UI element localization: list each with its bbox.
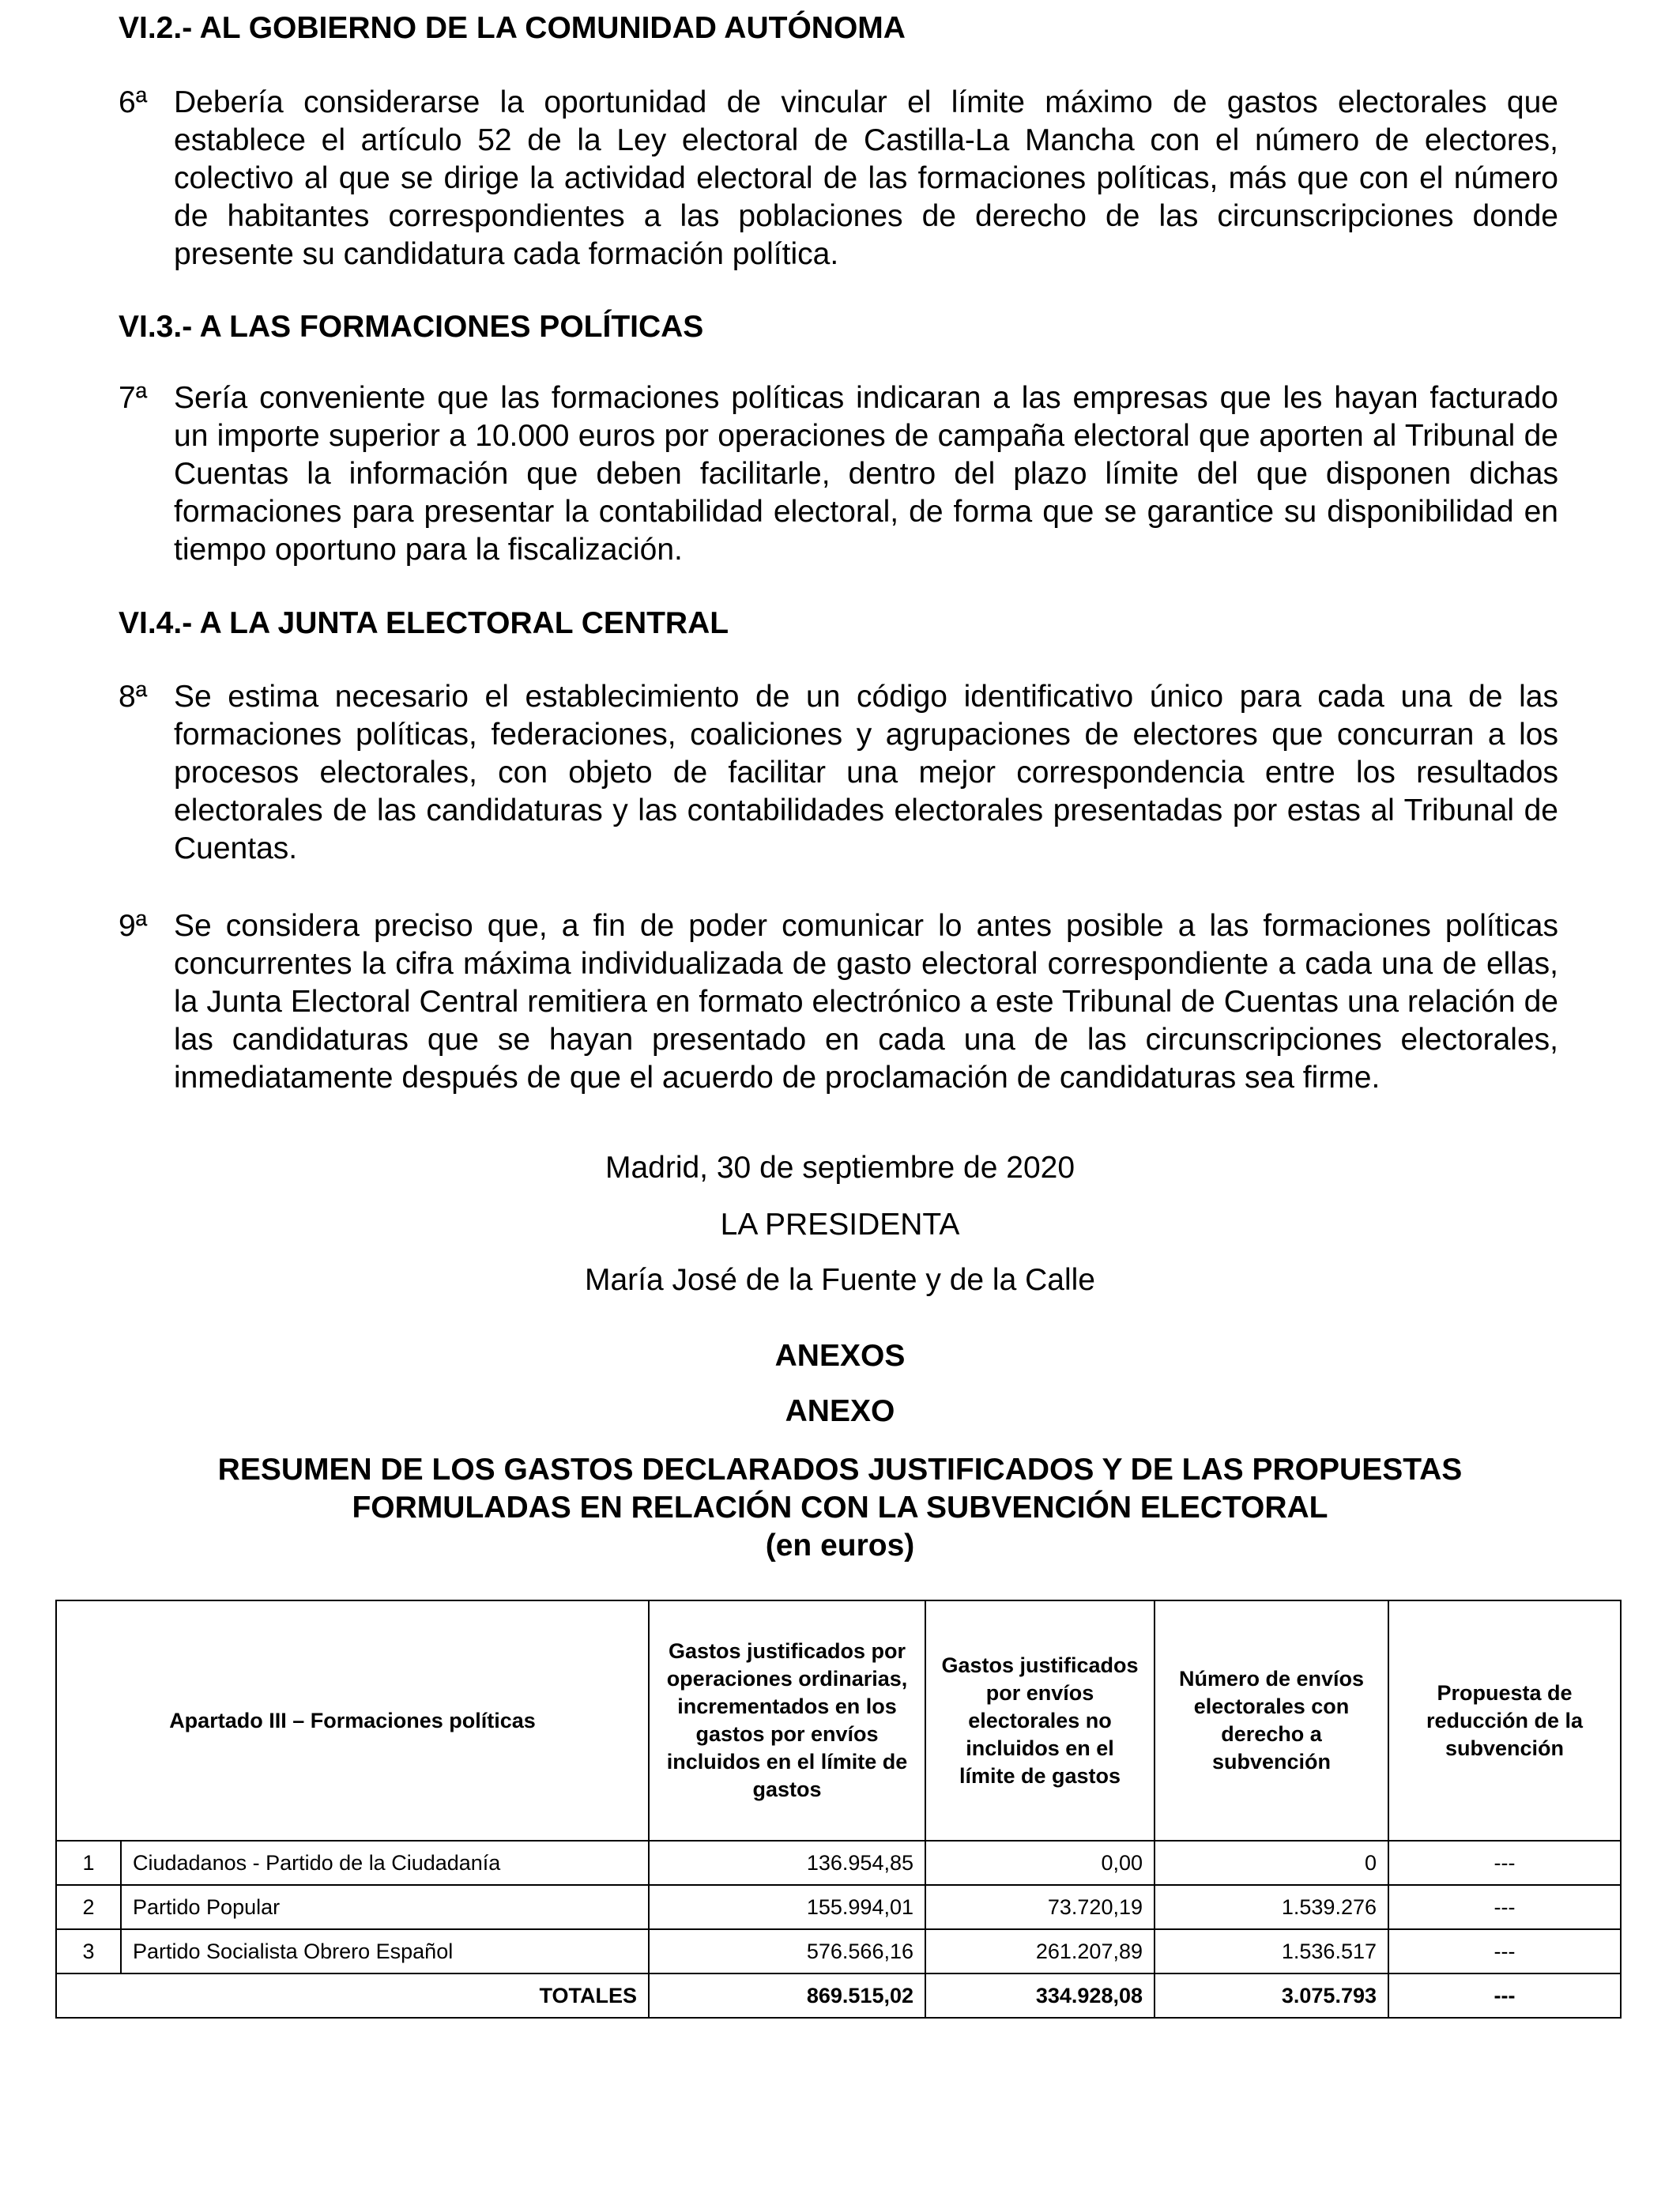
annex-caption-line-1: RESUMEN DE LOS GASTOS DECLARADOS JUSTIFICADOS Y DE LAS PROPUESTAS <box>217 1453 1463 1487</box>
row-number: 3 <box>56 1929 121 1973</box>
total-ordinary-expenses: 869.515,02 <box>649 1973 925 2018</box>
mailing-expenses: 0,00 <box>925 1841 1155 1885</box>
signatory-name: María José de la Fuente y de la Calle <box>584 1263 1095 1297</box>
header-formaciones: Apartado III – Formaciones políticas <box>56 1600 649 1841</box>
header-mailings-count: Número de envíos electorales con derecho a subvención <box>1155 1600 1388 1841</box>
mailing-expenses: 261.207,89 <box>925 1929 1155 1973</box>
mailings-count: 1.536.517 <box>1155 1929 1388 1973</box>
annex-caption-line-3: (en euros) <box>765 1529 915 1563</box>
header-mailing-expenses: Gastos justificados por envíos electorales no incluidos en el límite de gastos <box>925 1600 1155 1841</box>
table-row <box>56 1841 1621 1885</box>
header-ordinary-expenses: Gastos justificados por operaciones ordinarias, incrementados en los gastos por envíos incluidos en el límite de gastos <box>649 1600 925 1841</box>
mailings-count: 1.539.276 <box>1155 1885 1388 1929</box>
header-reduction-proposal: Propuesta de reducción de la subvención <box>1388 1600 1621 1841</box>
recommendation-text: Se estima necesario el establecimiento de un código identificativo único para cada una de las formaciones políticas, federaciones, coaliciones y agrupaciones de electores que concurran a los procesos electorales, con objeto de facilitar una mejor correspondencia entre los resultados electorales de las candidaturas y las contabilidades electorales presentadas por estas al Tribunal de Cuentas. <box>174 680 1558 865</box>
mailing-expenses: 73.720,19 <box>925 1885 1155 1929</box>
mailings-count: 0 <box>1155 1841 1388 1885</box>
recommendation-number: 7ª <box>119 381 148 415</box>
party-name: Partido Socialista Obrero Español <box>121 1929 649 1973</box>
ordinary-expenses: 155.994,01 <box>649 1885 925 1929</box>
total-reduction-proposal: --- <box>1388 1973 1621 2018</box>
recommendation-text: Sería conveniente que las formaciones políticas indicaran a las empresas que les hayan facturado un importe superior a 10.000 euros por operaciones de campaña electoral que aporten al Tribunal de Cuentas la información que deben facilitarle, dentro del plazo límite del que disponen dichas formaciones para presentar la contabilidad electoral, de forma que se garantice su disponibilidad en tiempo oportuno para la fiscalización. <box>174 381 1558 567</box>
place-date: Madrid, 30 de septiembre de 2020 <box>605 1151 1075 1185</box>
table-row <box>56 1885 1621 1929</box>
recommendation-text: Debería considerarse la oportunidad de vincular el límite máximo de gastos electorales que establece el artículo 52 de la Ley electoral de Castilla-La Mancha con el número de electores, colectivo al que se dirige la actividad electoral de las formaciones políticas, más que con el número de habitantes correspondientes a las poblaciones de derecho de las circunscripciones donde presente su candidatura cada formación política. <box>174 85 1558 271</box>
recommendation-number: 8ª <box>119 680 148 714</box>
signatory-role: LA PRESIDENTA <box>720 1208 960 1242</box>
reduction-proposal: --- <box>1388 1885 1621 1929</box>
reduction-proposal: --- <box>1388 1929 1621 1973</box>
total-mailings-count: 3.075.793 <box>1155 1973 1388 2018</box>
recommendation-6 <box>119 84 1558 273</box>
ordinary-expenses: 136.954,85 <box>649 1841 925 1885</box>
ordinary-expenses: 576.566,16 <box>649 1929 925 1973</box>
total-mailing-expenses: 334.928,08 <box>925 1973 1155 2018</box>
annexes-title: ANEXOS <box>774 1339 906 1373</box>
recommendation-text: Se considera preciso que, a fin de poder comunicar lo antes posible a las formaciones políticas concurrentes la cifra máxima individualizada de gasto electoral correspondiente a cada una de ellas, la Junta Electoral Central remitiera en formato electrónico a este Tribunal de Cuentas una relación de las candidaturas que se hayan presentado en cada una de las circunscripciones electorales, inmediatamente después de que el acuerdo de proclamación de candidaturas sea firme. <box>174 909 1558 1095</box>
row-number: 1 <box>56 1841 121 1885</box>
annex-title: ANEXO <box>785 1394 895 1428</box>
section-heading-vi4: VI.4.- A LA JUNTA ELECTORAL CENTRAL <box>119 606 729 640</box>
row-number: 2 <box>56 1885 121 1929</box>
recommendation-number: 9ª <box>119 909 148 943</box>
recommendation-7 <box>119 379 1558 569</box>
totals-row <box>56 1973 1621 2018</box>
recommendation-8 <box>119 678 1558 868</box>
table-header-row <box>56 1600 1621 1841</box>
recommendation-9 <box>119 907 1558 1097</box>
party-name: Partido Popular <box>121 1885 649 1929</box>
party-name: Ciudadanos - Partido de la Ciudadanía <box>121 1841 649 1885</box>
section-heading-vi2: VI.2.- AL GOBIERNO DE LA COMUNIDAD AUTÓNOMA <box>119 11 906 45</box>
table-row <box>56 1929 1621 1973</box>
totals-label: TOTALES <box>56 1973 649 2018</box>
recommendation-number: 6ª <box>119 85 148 119</box>
annex-caption-line-2: FORMULADAS EN RELACIÓN CON LA SUBVENCIÓN ELECTORAL <box>352 1491 1328 1525</box>
reduction-proposal: --- <box>1388 1841 1621 1885</box>
expenses-summary-table <box>55 1600 1622 2019</box>
section-heading-vi3: VI.3.- A LAS FORMACIONES POLÍTICAS <box>119 310 704 344</box>
